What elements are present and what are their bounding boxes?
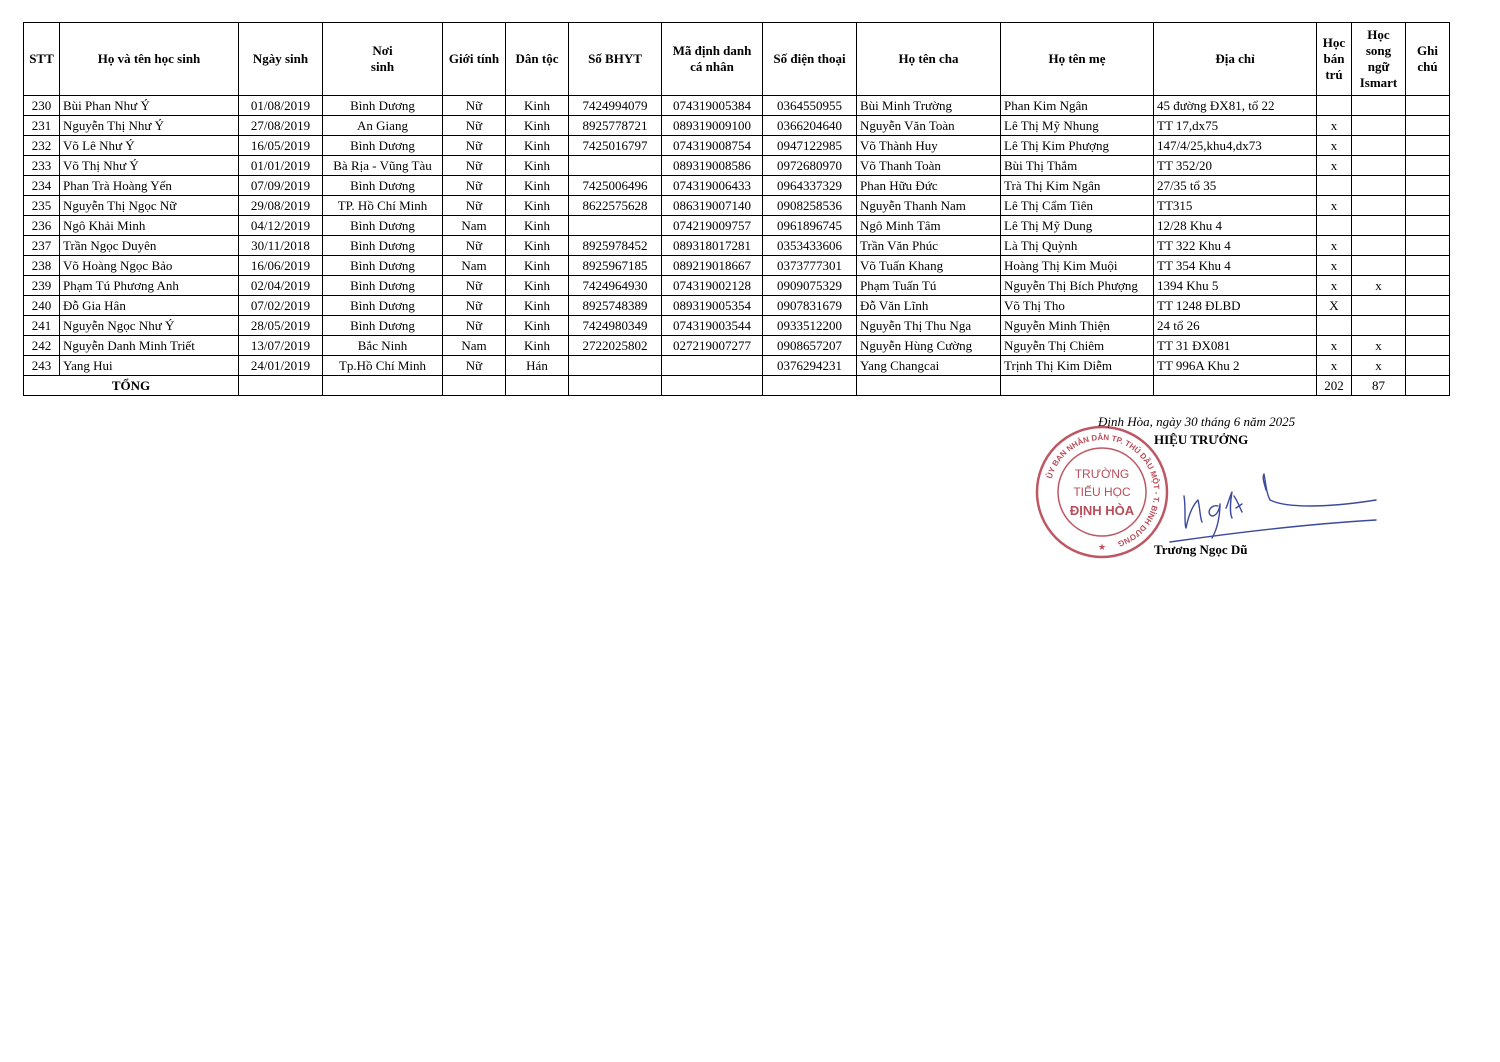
cell-mother: Nguyễn Thị Chiêm <box>1001 336 1154 356</box>
table-row <box>24 256 1450 276</box>
cell-father: Nguyễn Hùng Cường <box>857 336 1001 356</box>
cell-bhyt: 7425016797 <box>569 136 662 156</box>
cell-boarding <box>1317 216 1352 236</box>
signature-title: HIỆU TRƯỞNG <box>1154 432 1249 447</box>
table-row <box>24 176 1450 196</box>
cell-address: 12/28 Khu 4 <box>1154 216 1317 236</box>
cell-stt: 234 <box>24 176 60 196</box>
cell-bilingual <box>1352 116 1406 136</box>
cell-address: TT 996A Khu 2 <box>1154 356 1317 376</box>
header-note-line: chú <box>1417 59 1438 74</box>
cell-dob: 16/06/2019 <box>239 256 323 276</box>
cell-gender: Nữ <box>443 176 506 196</box>
header-father: Họ tên cha <box>857 23 1001 96</box>
cell-mother: Bùi Thị Thắm <box>1001 156 1154 176</box>
cell-phone: 0972680970 <box>763 156 857 176</box>
cell-bilingual: x <box>1352 276 1406 296</box>
cell-address: TT315 <box>1154 196 1317 216</box>
cell-note <box>1406 196 1450 216</box>
cell-father: Võ Thành Huy <box>857 136 1001 156</box>
cell-phone: 0364550955 <box>763 96 857 116</box>
cell-dob: 16/05/2019 <box>239 136 323 156</box>
seal-line-2: TIỂU HỌC <box>1073 485 1131 499</box>
cell-father: Phan Hữu Đức <box>857 176 1001 196</box>
cell-dob: 04/12/2019 <box>239 216 323 236</box>
cell-personal-id: 089319009100 <box>662 116 763 136</box>
cell-student-name: Võ Thị Như Ý <box>60 156 239 176</box>
cell-father: Đỗ Văn Lĩnh <box>857 296 1001 316</box>
cell-mother: Lê Thị Mỹ Nhung <box>1001 116 1154 136</box>
table-cell <box>1154 376 1317 396</box>
header-boarding-line: Học <box>1322 35 1346 50</box>
cell-boarding: x <box>1317 116 1352 136</box>
cell-note <box>1406 316 1450 336</box>
cell-ethnicity: Kinh <box>506 216 569 236</box>
cell-note <box>1406 296 1450 316</box>
cell-birthplace: Bình Dương <box>323 316 443 336</box>
cell-bhyt: 8925778721 <box>569 116 662 136</box>
cell-phone: 0947122985 <box>763 136 857 156</box>
cell-student-name: Bùi Phan Như Ý <box>60 96 239 116</box>
header-ethnicity: Dân tộc <box>506 23 569 96</box>
cell-phone: 0964337329 <box>763 176 857 196</box>
cell-address: 27/35 tổ 35 <box>1154 176 1317 196</box>
cell-gender: Nam <box>443 256 506 276</box>
cell-stt: 242 <box>24 336 60 356</box>
cell-birthplace: Bình Dương <box>323 276 443 296</box>
cell-student-name: Phạm Tú Phương Anh <box>60 276 239 296</box>
cell-gender: Nữ <box>443 136 506 156</box>
cell-student-name: Nguyễn Thị Như Ý <box>60 116 239 136</box>
cell-gender: Nữ <box>443 116 506 136</box>
cell-dob: 28/05/2019 <box>239 316 323 336</box>
cell-bilingual <box>1352 136 1406 156</box>
cell-father: Nguyễn Thanh Nam <box>857 196 1001 216</box>
header-note-line: Ghi <box>1417 43 1438 58</box>
cell-boarding: X <box>1317 296 1352 316</box>
table-row <box>24 336 1450 356</box>
header-stt: STT <box>24 23 60 96</box>
cell-mother: Lê Thị Mỹ Dung <box>1001 216 1154 236</box>
table-cell <box>443 376 506 396</box>
table-cell <box>506 376 569 396</box>
header-bilingual-line: Ismart <box>1359 75 1398 90</box>
cell-address: TT 17,dx75 <box>1154 116 1317 136</box>
cell-student-name: Đỗ Gia Hân <box>60 296 239 316</box>
cell-bhyt <box>569 216 662 236</box>
cell-mother: Trà Thị Kim Ngân <box>1001 176 1154 196</box>
total-bilingual: 87 <box>1352 376 1406 396</box>
cell-bhyt: 7424994079 <box>569 96 662 116</box>
table-cell <box>857 376 1001 396</box>
cell-bilingual: x <box>1352 356 1406 376</box>
cell-dob: 02/04/2019 <box>239 276 323 296</box>
cell-address: 45 đường ĐX81, tổ 22 <box>1154 96 1317 116</box>
cell-bhyt: 7424964930 <box>569 276 662 296</box>
header-boarding-line: trú <box>1325 67 1343 82</box>
cell-note <box>1406 176 1450 196</box>
cell-birthplace: Bình Dương <box>323 296 443 316</box>
cell-birthplace: Bình Dương <box>323 96 443 116</box>
total-row <box>24 376 1450 396</box>
cell-student-name: Ngô Khải Minh <box>60 216 239 236</box>
cell-bilingual <box>1352 236 1406 256</box>
cell-gender: Nam <box>443 216 506 236</box>
header-birthplace-line: sinh <box>370 59 395 74</box>
header-bilingual-line: Học <box>1367 27 1390 42</box>
header-birthplace <box>323 23 443 96</box>
cell-note <box>1406 136 1450 156</box>
table-row <box>24 216 1450 236</box>
header-dob: Ngày sinh <box>239 23 323 96</box>
table-row <box>24 316 1450 336</box>
header-boarding-line: bán <box>1323 51 1345 66</box>
cell-father: Nguyễn Văn Toàn <box>857 116 1001 136</box>
cell-student-name: Nguyễn Danh Minh Triết <box>60 336 239 356</box>
cell-mother: Nguyễn Minh Thiện <box>1001 316 1154 336</box>
cell-mother: Là Thị Quỳnh <box>1001 236 1154 256</box>
cell-birthplace: Bà Rịa - Vũng Tàu <box>323 156 443 176</box>
cell-stt: 230 <box>24 96 60 116</box>
cell-bhyt: 2722025802 <box>569 336 662 356</box>
header-bilingual-line: song <box>1365 43 1392 58</box>
cell-mother: Nguyễn Thị Bích Phượng <box>1001 276 1154 296</box>
cell-student-name: Phan Trà Hoàng Yến <box>60 176 239 196</box>
header-note <box>1406 23 1450 96</box>
cell-birthplace: Bình Dương <box>323 216 443 236</box>
cell-note <box>1406 276 1450 296</box>
table-cell <box>569 376 662 396</box>
cell-mother: Lê Thị Kim Phượng <box>1001 136 1154 156</box>
cell-father: Yang Changcai <box>857 356 1001 376</box>
cell-boarding: x <box>1317 256 1352 276</box>
table-cell <box>1406 376 1450 396</box>
cell-dob: 07/02/2019 <box>239 296 323 316</box>
cell-birthplace: Bắc Ninh <box>323 336 443 356</box>
cell-personal-id: 086319007140 <box>662 196 763 216</box>
seal-line-1: TRƯỜNG <box>1074 467 1130 481</box>
cell-stt: 238 <box>24 256 60 276</box>
cell-gender: Nam <box>443 336 506 356</box>
cell-student-name: Võ Lê Như Ý <box>60 136 239 156</box>
table-row <box>24 116 1450 136</box>
cell-father: Bùi Minh Trường <box>857 96 1001 116</box>
seal-ring-text: ỦY BAN NHÂN DÂN TP. THỦ DẦU MỘT - T. BÌNH DƯƠNG <box>1044 432 1162 549</box>
cell-note <box>1406 96 1450 116</box>
cell-stt: 233 <box>24 156 60 176</box>
cell-personal-id: 074219009757 <box>662 216 763 236</box>
cell-bhyt: 7425006496 <box>569 176 662 196</box>
cell-gender: Nữ <box>443 196 506 216</box>
header-gender: Giới tính <box>443 23 506 96</box>
header-name: Họ và tên học sinh <box>60 23 239 96</box>
cell-boarding: x <box>1317 356 1352 376</box>
cell-mother: Lê Thị Cẩm Tiên <box>1001 196 1154 216</box>
cell-bilingual <box>1352 316 1406 336</box>
cell-address: 24 tổ 26 <box>1154 316 1317 336</box>
cell-phone: 0909075329 <box>763 276 857 296</box>
cell-gender: Nữ <box>443 296 506 316</box>
signer-name: Trương Ngọc Dũ <box>1154 542 1248 557</box>
cell-student-name: Võ Hoàng Ngọc Bảo <box>60 256 239 276</box>
header-boarding <box>1317 23 1352 96</box>
cell-bhyt: 8622575628 <box>569 196 662 216</box>
cell-birthplace: Bình Dương <box>323 176 443 196</box>
cell-address: 1394 Khu 5 <box>1154 276 1317 296</box>
table-cell <box>662 376 763 396</box>
cell-boarding: x <box>1317 136 1352 156</box>
cell-dob: 30/11/2018 <box>239 236 323 256</box>
seal-star-icon: ★ <box>1097 542 1107 552</box>
cell-bhyt: 8925748389 <box>569 296 662 316</box>
cell-personal-id: 089318017281 <box>662 236 763 256</box>
signature-block <box>1030 412 1390 572</box>
table-header <box>24 23 1450 96</box>
cell-personal-id: 074319003544 <box>662 316 763 336</box>
cell-boarding: x <box>1317 236 1352 256</box>
total-label: TỔNG <box>24 376 239 396</box>
cell-mother: Trịnh Thị Kim Diễm <box>1001 356 1154 376</box>
cell-boarding <box>1317 176 1352 196</box>
table-row <box>24 236 1450 256</box>
cell-address: TT 31 ĐX081 <box>1154 336 1317 356</box>
cell-gender: Nữ <box>443 236 506 256</box>
cell-birthplace: Bình Dương <box>323 136 443 156</box>
cell-ethnicity: Kinh <box>506 176 569 196</box>
cell-birthplace: TP. Hồ Chí Minh <box>323 196 443 216</box>
cell-stt: 240 <box>24 296 60 316</box>
cell-father: Nguyễn Thị Thu Nga <box>857 316 1001 336</box>
cell-address: TT 322 Khu 4 <box>1154 236 1317 256</box>
cell-ethnicity: Kinh <box>506 296 569 316</box>
header-personal-id <box>662 23 763 96</box>
cell-ethnicity: Kinh <box>506 276 569 296</box>
cell-personal-id: 027219007277 <box>662 336 763 356</box>
cell-note <box>1406 336 1450 356</box>
header-id-line: Mã định danh <box>672 43 752 58</box>
table-row <box>24 196 1450 216</box>
cell-birthplace: Bình Dương <box>323 236 443 256</box>
cell-note <box>1406 156 1450 176</box>
cell-student-name: Yang Hui <box>60 356 239 376</box>
header-address: Địa chỉ <box>1154 23 1317 96</box>
header-bilingual-line: ngữ <box>1367 59 1390 74</box>
cell-phone: 0908258536 <box>763 196 857 216</box>
cell-stt: 231 <box>24 116 60 136</box>
cell-ethnicity: Kinh <box>506 256 569 276</box>
cell-ethnicity: Kinh <box>506 316 569 336</box>
cell-phone: 0373777301 <box>763 256 857 276</box>
header-id-line: cá nhân <box>690 59 734 74</box>
cell-personal-id: 089319008586 <box>662 156 763 176</box>
cell-phone: 0933512200 <box>763 316 857 336</box>
cell-phone: 0961896745 <box>763 216 857 236</box>
total-boarding: 202 <box>1317 376 1352 396</box>
cell-address: TT 352/20 <box>1154 156 1317 176</box>
cell-personal-id: 074319006433 <box>662 176 763 196</box>
cell-address: TT 1248 ĐLBD <box>1154 296 1317 316</box>
cell-dob: 07/09/2019 <box>239 176 323 196</box>
cell-gender: Nữ <box>443 96 506 116</box>
cell-gender: Nữ <box>443 276 506 296</box>
cell-student-name: Trần Ngọc Duyên <box>60 236 239 256</box>
cell-ethnicity: Kinh <box>506 196 569 216</box>
cell-boarding: x <box>1317 156 1352 176</box>
header-birthplace-line: Nơi <box>372 43 393 58</box>
cell-note <box>1406 216 1450 236</box>
cell-gender: Nữ <box>443 156 506 176</box>
table-row <box>24 96 1450 116</box>
cell-father: Ngô Minh Tâm <box>857 216 1001 236</box>
table-body <box>24 96 1450 396</box>
cell-bilingual <box>1352 176 1406 196</box>
cell-bhyt <box>569 356 662 376</box>
cell-boarding: x <box>1317 196 1352 216</box>
cell-gender: Nữ <box>443 316 506 336</box>
cell-personal-id: 074319002128 <box>662 276 763 296</box>
cell-address: 147/4/25,khu4,dx73 <box>1154 136 1317 156</box>
cell-dob: 01/01/2019 <box>239 156 323 176</box>
cell-phone: 0908657207 <box>763 336 857 356</box>
cell-stt: 235 <box>24 196 60 216</box>
table-row <box>24 156 1450 176</box>
cell-ethnicity: Kinh <box>506 156 569 176</box>
cell-birthplace: An Giang <box>323 116 443 136</box>
cell-personal-id <box>662 356 763 376</box>
cell-father: Trần Văn Phúc <box>857 236 1001 256</box>
cell-bilingual <box>1352 96 1406 116</box>
cell-dob: 29/08/2019 <box>239 196 323 216</box>
header-mother: Họ tên mẹ <box>1001 23 1154 96</box>
cell-phone: 0353433606 <box>763 236 857 256</box>
table-cell <box>239 376 323 396</box>
cell-dob: 27/08/2019 <box>239 116 323 136</box>
cell-father: Phạm Tuấn Tú <box>857 276 1001 296</box>
cell-birthplace: Tp.Hồ Chí Minh <box>323 356 443 376</box>
cell-note <box>1406 356 1450 376</box>
cell-mother: Võ Thị Tho <box>1001 296 1154 316</box>
cell-mother: Hoàng Thị Kim Muội <box>1001 256 1154 276</box>
cell-father: Võ Tuấn Khang <box>857 256 1001 276</box>
cell-dob: 24/01/2019 <box>239 356 323 376</box>
cell-personal-id: 089219018667 <box>662 256 763 276</box>
cell-dob: 01/08/2019 <box>239 96 323 116</box>
cell-ethnicity: Kinh <box>506 96 569 116</box>
cell-stt: 237 <box>24 236 60 256</box>
cell-bhyt <box>569 156 662 176</box>
table-cell <box>1001 376 1154 396</box>
cell-ethnicity: Kinh <box>506 116 569 136</box>
cell-stt: 241 <box>24 316 60 336</box>
student-roster-table <box>23 22 1450 396</box>
cell-boarding <box>1317 96 1352 116</box>
cell-bilingual <box>1352 196 1406 216</box>
cell-phone: 0907831679 <box>763 296 857 316</box>
cell-dob: 13/07/2019 <box>239 336 323 356</box>
cell-bilingual <box>1352 256 1406 276</box>
cell-bilingual: x <box>1352 336 1406 356</box>
cell-note <box>1406 256 1450 276</box>
cell-gender: Nữ <box>443 356 506 376</box>
cell-bhyt: 8925967185 <box>569 256 662 276</box>
cell-mother: Phan Kim Ngân <box>1001 96 1154 116</box>
header-bilingual <box>1352 23 1406 96</box>
header-phone: Số điện thoại <box>763 23 857 96</box>
cell-stt: 232 <box>24 136 60 156</box>
handwritten-signature <box>1126 448 1386 548</box>
cell-bilingual <box>1352 156 1406 176</box>
cell-ethnicity: Kinh <box>506 336 569 356</box>
cell-address: TT 354 Khu 4 <box>1154 256 1317 276</box>
cell-ethnicity: Kinh <box>506 136 569 156</box>
table-row <box>24 136 1450 156</box>
cell-note <box>1406 116 1450 136</box>
cell-student-name: Nguyễn Ngọc Như Ý <box>60 316 239 336</box>
cell-phone: 0366204640 <box>763 116 857 136</box>
cell-birthplace: Bình Dương <box>323 256 443 276</box>
cell-personal-id: 089319005354 <box>662 296 763 316</box>
table-row <box>24 356 1450 376</box>
cell-personal-id: 074319005384 <box>662 96 763 116</box>
cell-ethnicity: Kinh <box>506 236 569 256</box>
table-cell <box>323 376 443 396</box>
cell-bilingual <box>1352 296 1406 316</box>
cell-note <box>1406 236 1450 256</box>
cell-stt: 239 <box>24 276 60 296</box>
cell-personal-id: 074319008754 <box>662 136 763 156</box>
signature-date-line: Định Hòa, ngày 30 tháng 6 năm 2025 <box>1098 414 1296 429</box>
cell-bilingual <box>1352 216 1406 236</box>
cell-boarding: x <box>1317 336 1352 356</box>
header-bhyt: Số BHYT <box>569 23 662 96</box>
cell-boarding <box>1317 316 1352 336</box>
table-cell <box>763 376 857 396</box>
seal-line-3: ĐỊNH HÒA <box>1069 503 1135 518</box>
cell-bhyt: 7424980349 <box>569 316 662 336</box>
cell-father: Võ Thanh Toàn <box>857 156 1001 176</box>
cell-stt: 243 <box>24 356 60 376</box>
table-row <box>24 276 1450 296</box>
cell-bhyt: 8925978452 <box>569 236 662 256</box>
cell-ethnicity: Hán <box>506 356 569 376</box>
cell-student-name: Nguyễn Thị Ngọc Nữ <box>60 196 239 216</box>
cell-phone: 0376294231 <box>763 356 857 376</box>
cell-boarding: x <box>1317 276 1352 296</box>
table-row <box>24 296 1450 316</box>
cell-stt: 236 <box>24 216 60 236</box>
